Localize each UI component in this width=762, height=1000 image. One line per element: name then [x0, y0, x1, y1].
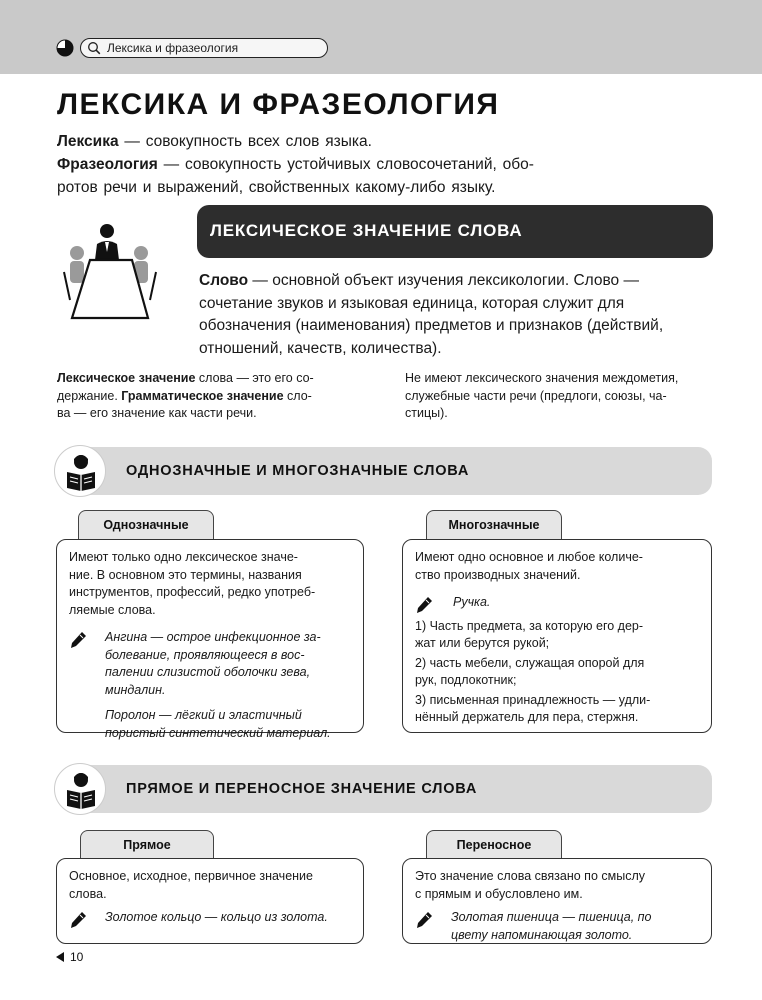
reader-icon [59, 768, 103, 812]
word-line-1-text: — основной объект изучения лексикологии. Слово — [248, 272, 639, 289]
figurative-meaning-box [402, 858, 712, 944]
figurative-example-line-2: цвету напоминающая золото. [451, 927, 633, 942]
single-example-1-line-3: палении слизистой оболочки зева, [105, 665, 311, 679]
multi-example-word [415, 594, 699, 612]
tab-direct-meaning: Прямое [80, 830, 214, 860]
single-multi-header [60, 447, 712, 495]
direct-meaning-box [56, 858, 364, 944]
term-grammatical-meaning: Грамматическое значение [121, 388, 284, 403]
example-word-pen: Ручка. [453, 595, 491, 609]
definition-lexicon [57, 130, 577, 153]
multi-meaning-box [402, 539, 712, 733]
figurative-example-line-1: Золотая пшеница — пшеница, по [451, 910, 652, 924]
lexical-meaning-header [197, 205, 713, 258]
pen-icon [69, 631, 87, 649]
pie-chart-icon [56, 39, 74, 57]
top-bar [0, 0, 762, 74]
breadcrumb-search[interactable] [80, 38, 328, 58]
multi-meaning-3 [415, 692, 699, 727]
multi-meaning-1-line-1: 1) Часть предмета, за которую его дер- [415, 618, 644, 633]
term-lexicon: Лексика [57, 133, 119, 150]
meeting-table-icon [62, 222, 168, 324]
single-example-1-line-4: миндалин. [105, 682, 166, 697]
pen-icon [415, 911, 433, 929]
multi-meaning-2-line-2: рук, подлокотник; [415, 673, 517, 687]
tab-single-meaning: Однозначные [78, 510, 214, 540]
definition-lexicon-text: — совокупность всех слов языка. [118, 133, 372, 150]
no-lexical-meaning-note [405, 370, 717, 423]
single-example-1 [69, 629, 351, 699]
multi-meaning-3-line-2: нённый держатель для пера, стержня. [415, 710, 639, 724]
direct-line-2: слова. [69, 886, 107, 901]
lexical-grammatical-note [57, 370, 369, 423]
right-note-line-2: служебные части речи (предлоги, союзы, ча- [405, 388, 667, 403]
single-example-2-line-1: Поролон — лёгкий и эластичный [105, 708, 302, 722]
definition-phraseology-text: — совокупность устойчивых словосочетаний, обо- [157, 156, 534, 173]
right-note-line-1: Не имеют лексического значения междометия, [405, 371, 679, 385]
note-line-1-text: слова — это его со- [195, 371, 314, 385]
pen-icon [69, 911, 87, 929]
right-note-line-3: стицы). [405, 406, 448, 420]
multi-line-2: ство производных значений. [415, 567, 581, 582]
multi-meaning-1-line-2: жат или берутся рукой; [415, 636, 550, 650]
breadcrumb-text: Лексика и фразеология [107, 41, 239, 55]
tab-figurative-meaning: Переносное [426, 830, 562, 860]
single-meaning-box [56, 539, 364, 740]
single-example-1-line-1: Ангина — острое инфекционное за- [105, 630, 321, 644]
search-icon [87, 41, 101, 55]
direct-figurative-title: ПРЯМОЕ И ПЕРЕНОСНОЕ ЗНАЧЕНИЕ СЛОВА [126, 781, 478, 797]
page-number: 10 [70, 950, 84, 964]
word-definition [199, 270, 715, 360]
word-line-4: отношений, качеств, количества). [199, 339, 442, 357]
tab-multi-meaning: Многозначные [426, 510, 562, 540]
multi-meaning-2-line-1: 2) часть мебели, служащая опорой для [415, 655, 645, 670]
word-line-2: сочетание звуков и языковая единица, которая служит для [199, 294, 625, 312]
term-lexical-meaning: Лексическое значение [57, 371, 196, 385]
note-line-1 [57, 370, 369, 388]
page-arrow-icon [56, 952, 64, 962]
single-line-2: ние. В основном это термины, названия [69, 567, 302, 582]
note-line-3: ва — его значение как части речи. [57, 406, 257, 420]
definition-phraseology-cont: ротов речи и выражений, свойственных какому-либо языку. [57, 179, 496, 196]
term-phraseology: Фразеология [57, 156, 158, 173]
single-line-3: инструментов, профессий, редко употреб- [69, 585, 316, 599]
word-line-1 [199, 270, 715, 293]
figurative-line-2: с прямым и обусловлено им. [415, 886, 583, 901]
pen-icon [415, 596, 433, 614]
multi-meaning-2 [415, 655, 699, 690]
multi-line-1: Имеют одно основное и любое количе- [415, 550, 643, 564]
definitions [57, 130, 577, 199]
single-example-2 [69, 707, 351, 742]
direct-figurative-header [60, 765, 712, 813]
single-line-1: Имеют только одно лексическое значе- [69, 550, 298, 564]
reader-badge [54, 445, 106, 497]
reader-badge [54, 763, 106, 815]
single-multi-title: ОДНОЗНАЧНЫЕ И МНОГОЗНАЧНЫЕ СЛОВА [126, 463, 470, 479]
multi-meaning-1 [415, 618, 699, 653]
note-line-2 [57, 388, 369, 406]
reader-icon [59, 450, 103, 494]
figurative-example [415, 909, 699, 944]
figurative-line-1: Это значение слова связано по смыслу [415, 869, 645, 883]
direct-line-1: Основное, исходное, первичное значение [69, 869, 313, 883]
multi-meaning-3-line-1: 3) письменная принадлежность — удли- [415, 692, 651, 707]
direct-example-line: Золотое кольцо — кольцо из золота. [105, 910, 328, 924]
direct-example [69, 909, 351, 927]
definition-phraseology [57, 153, 577, 176]
note-line-2-text: держание. [57, 388, 122, 403]
single-line-4: ляемые слова. [69, 602, 156, 617]
lexical-meaning-title: ЛЕКСИЧЕСКОЕ ЗНАЧЕНИЕ СЛОВА [210, 221, 523, 240]
page-title: ЛЕКСИКА И ФРАЗЕОЛОГИЯ [57, 88, 500, 121]
note-line-2-tail: сло- [283, 388, 312, 403]
word-line-3: обозначения (наименования) предметов и признаков (действий, [199, 317, 664, 334]
single-example-1-line-2: болевание, проявляющееся в вос- [105, 647, 305, 662]
single-example-2-line-2: пористый синтетический материал. [105, 725, 331, 740]
term-word: Слово [199, 272, 249, 289]
